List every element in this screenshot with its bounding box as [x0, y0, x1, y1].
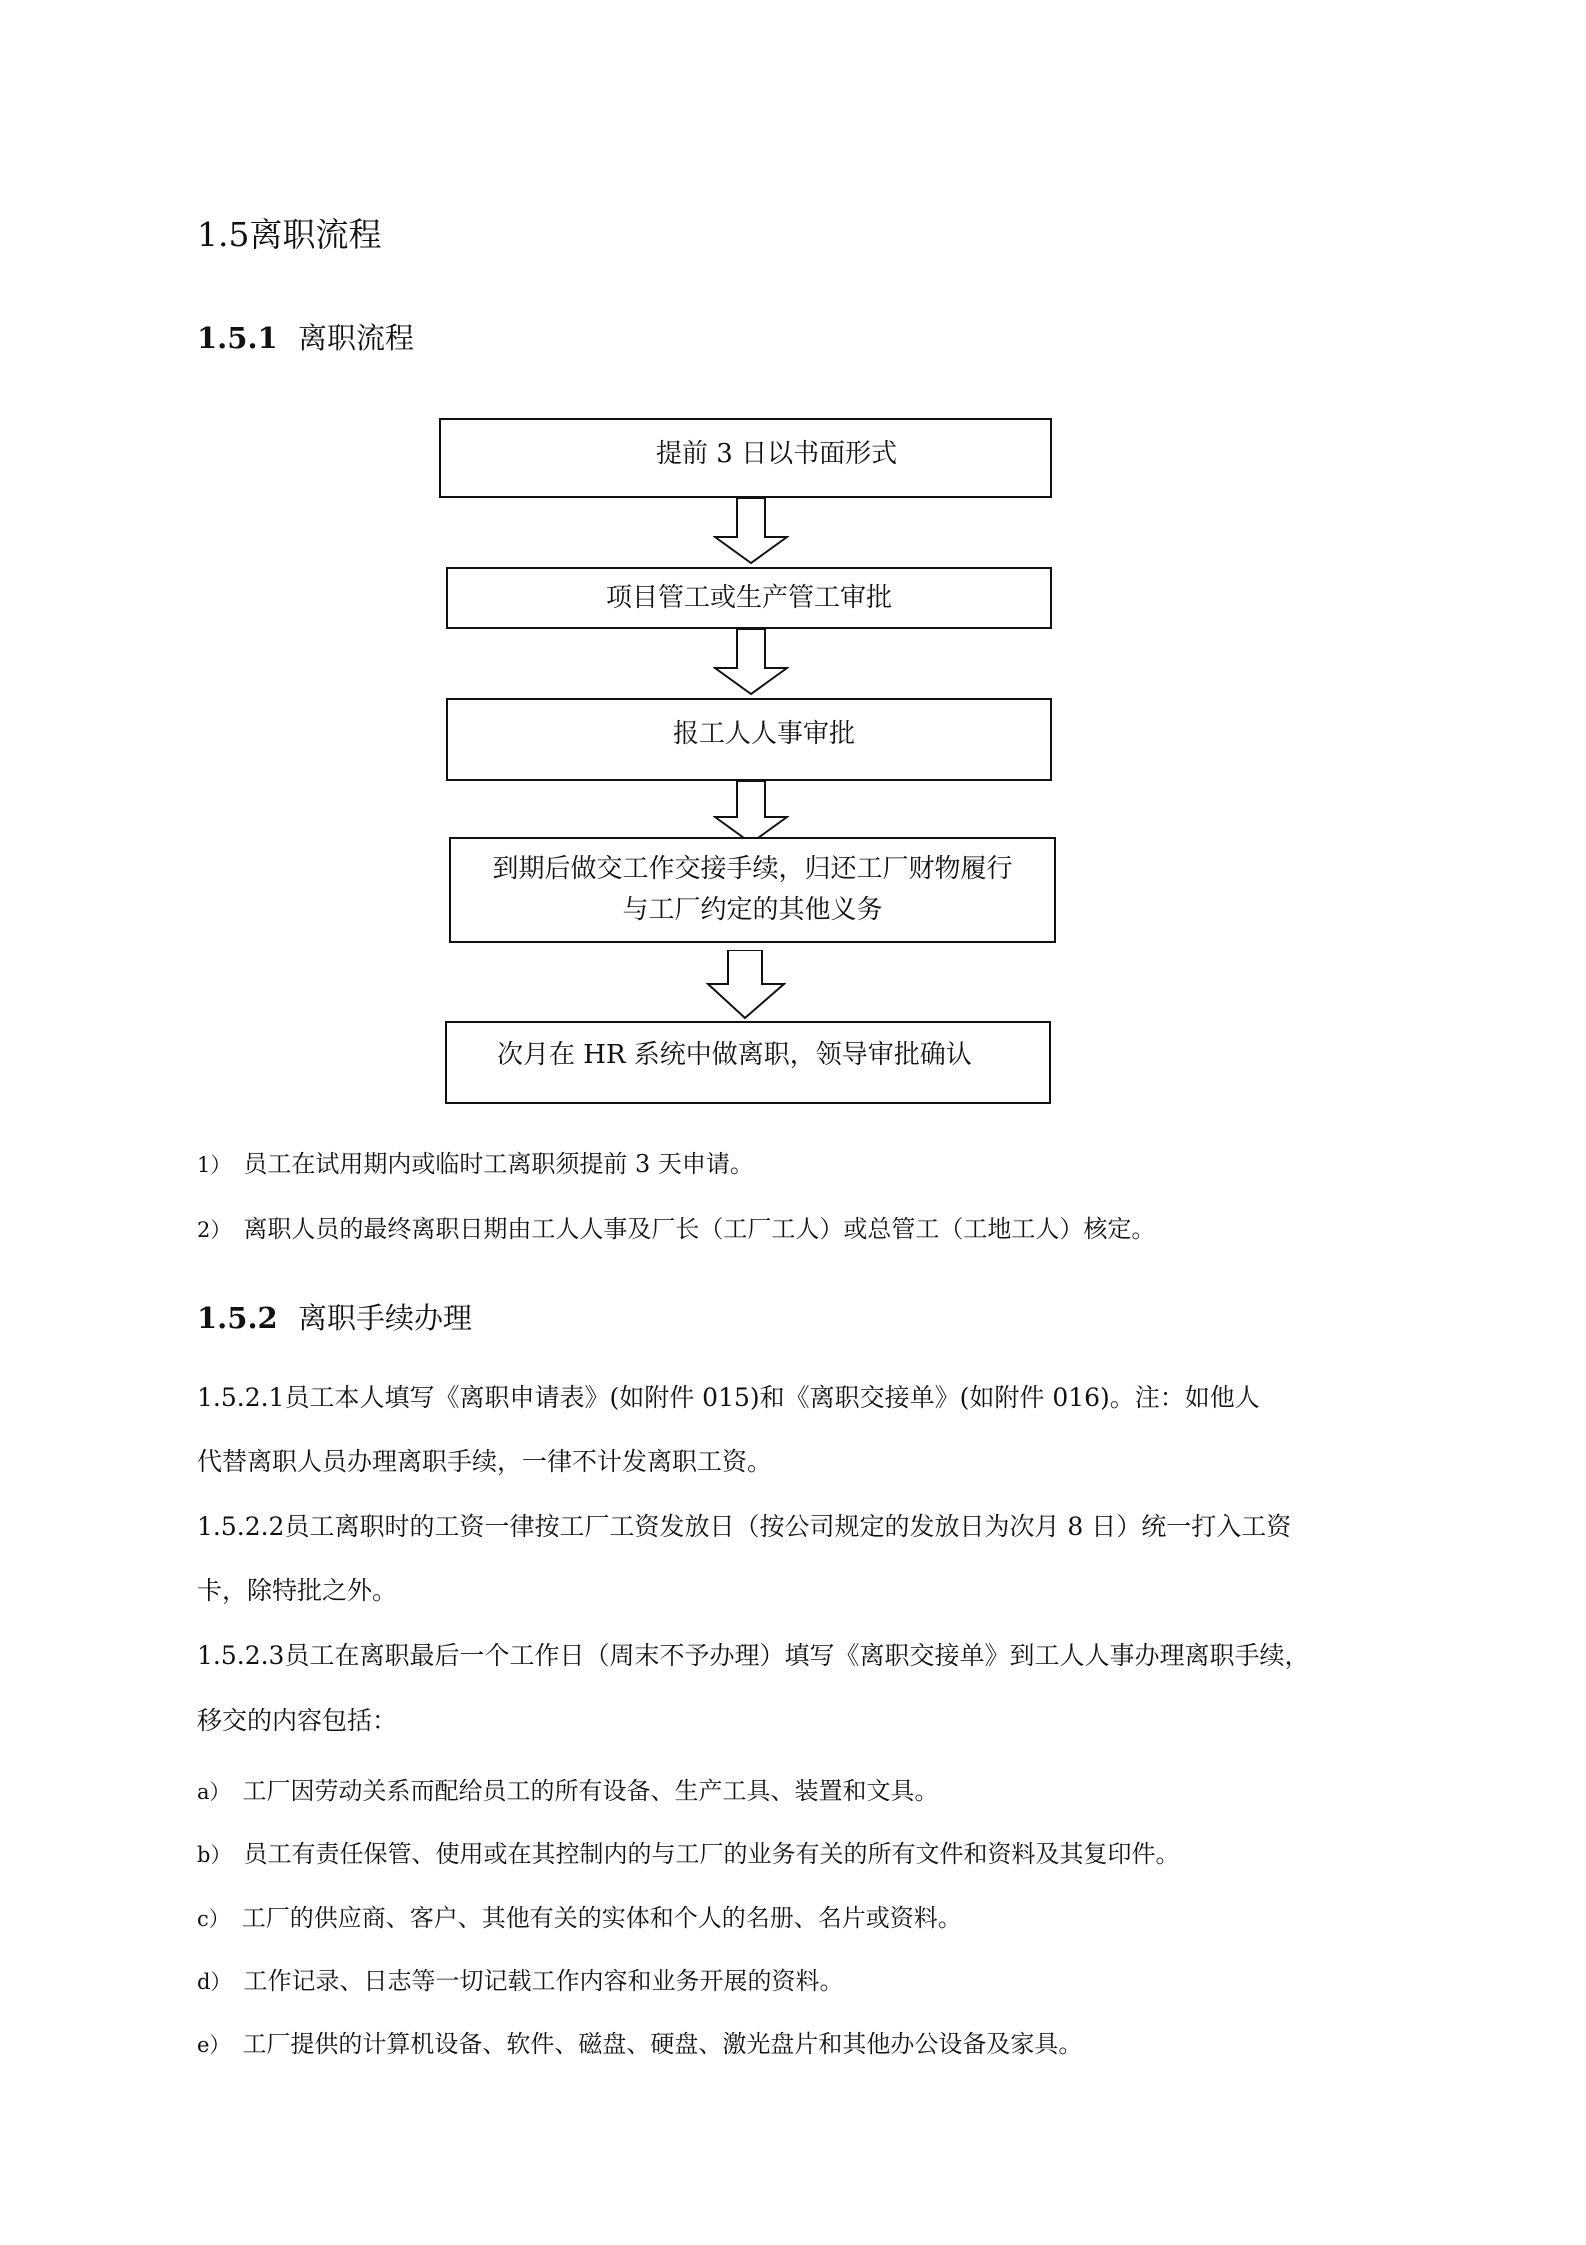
list-item-marker: a）	[197, 1780, 231, 1804]
note-marker: 2）	[197, 1218, 232, 1242]
list-item	[197, 1898, 962, 1933]
list-item-text: 工作记录、日志等一切记载工作内容和业务开展的资料。	[243, 1967, 844, 1995]
flow-arrow-1	[713, 498, 789, 565]
list-item-marker: d）	[197, 1970, 232, 1994]
flow-step-2-label: 项目管工或生产管工审批	[605, 582, 892, 613]
note-2	[197, 1209, 1155, 1244]
flow-step-1	[439, 418, 1052, 498]
list-item	[197, 1834, 1179, 1869]
flow-arrow-4	[706, 950, 786, 1020]
section-title: 1.5离职流程	[197, 215, 382, 254]
note-text: 员工在试用期内或临时工离职须提前 3 天申请。	[243, 1150, 754, 1178]
list-item-marker: b）	[197, 1843, 232, 1867]
flow-step-5-label: 次月在 HR 系统中做离职，领导审批确认	[497, 1040, 972, 1070]
list-item-text: 工厂的供应商、客户、其他有关的实体和个人的名册、名片或资料。	[241, 1904, 962, 1932]
list-item-marker: c）	[197, 1907, 230, 1931]
note-marker: 1）	[197, 1153, 232, 1177]
subsection-number: 1.5.1	[197, 321, 278, 355]
list-item	[197, 1771, 939, 1806]
list-item	[197, 1961, 843, 1996]
note-text: 离职人员的最终离职日期由工人人事及厂长（工厂工人）或总管工（工地工人）核定。	[243, 1215, 1156, 1243]
list-item-text: 员工有责任保管、使用或在其控制内的与工厂的业务有关的所有文件和资料及其复印件。	[243, 1840, 1180, 1868]
paragraph-3-line-1: 1.5.2.3员工在离职最后一个工作日（周末不予办理）填写《离职交接单》到工人人事办理离职手续，	[197, 1641, 1310, 1670]
subsection-heading-2	[197, 1296, 472, 1337]
flow-step-4-line2: 与工厂约定的其他义务	[622, 895, 883, 925]
paragraph-2-line-1: 1.5.2.2员工离职时的工资一律按工厂工资发放日（按公司规定的发放日为次月 8 日）统一打入工资	[197, 1512, 1292, 1541]
flow-step-4-line1: 到期后做交工作交接手续，归还工厂财物履行	[492, 854, 1013, 884]
flow-step-5	[445, 1021, 1051, 1104]
paragraph-1-line-1: 1.5.2.1员工本人填写《离职申请表》(如附件 015)和《离职交接单》(如附件 016)。注：如他人	[197, 1383, 1260, 1412]
flow-step-3-label: 报工人人事审批	[673, 719, 856, 749]
list-item-marker: e）	[197, 2033, 231, 2057]
paragraph-2-line-2: 卡，除特批之外。	[197, 1576, 398, 1605]
flow-step-2	[446, 567, 1052, 629]
flow-step-1-label: 提前 3 日以书面形式	[656, 439, 898, 469]
flow-step-4	[449, 837, 1056, 943]
flow-step-3	[446, 698, 1052, 781]
paragraph-3-line-2: 移交的内容包括：	[197, 1706, 398, 1735]
list-item-text: 工厂提供的计算机设备、软件、磁盘、硬盘、激光盘片和其他办公设备及家具。	[242, 2030, 1083, 2058]
note-1	[197, 1144, 754, 1179]
list-item-text: 工厂因劳动关系而配给员工的所有设备、生产工具、装置和文具。	[242, 1777, 939, 1805]
flow-arrow-2	[713, 629, 789, 696]
subsection-heading-1	[197, 316, 414, 357]
flow-arrow-3	[713, 781, 789, 845]
paragraph-1-line-2: 代替离职人员办理离职手续，一律不计发离职工资。	[197, 1447, 773, 1476]
list-item	[197, 2024, 1082, 2059]
subsection-number: 1.5.2	[197, 1301, 278, 1335]
subsection-title: 离职手续办理	[297, 1301, 472, 1335]
subsection-title: 离职流程	[297, 321, 414, 355]
